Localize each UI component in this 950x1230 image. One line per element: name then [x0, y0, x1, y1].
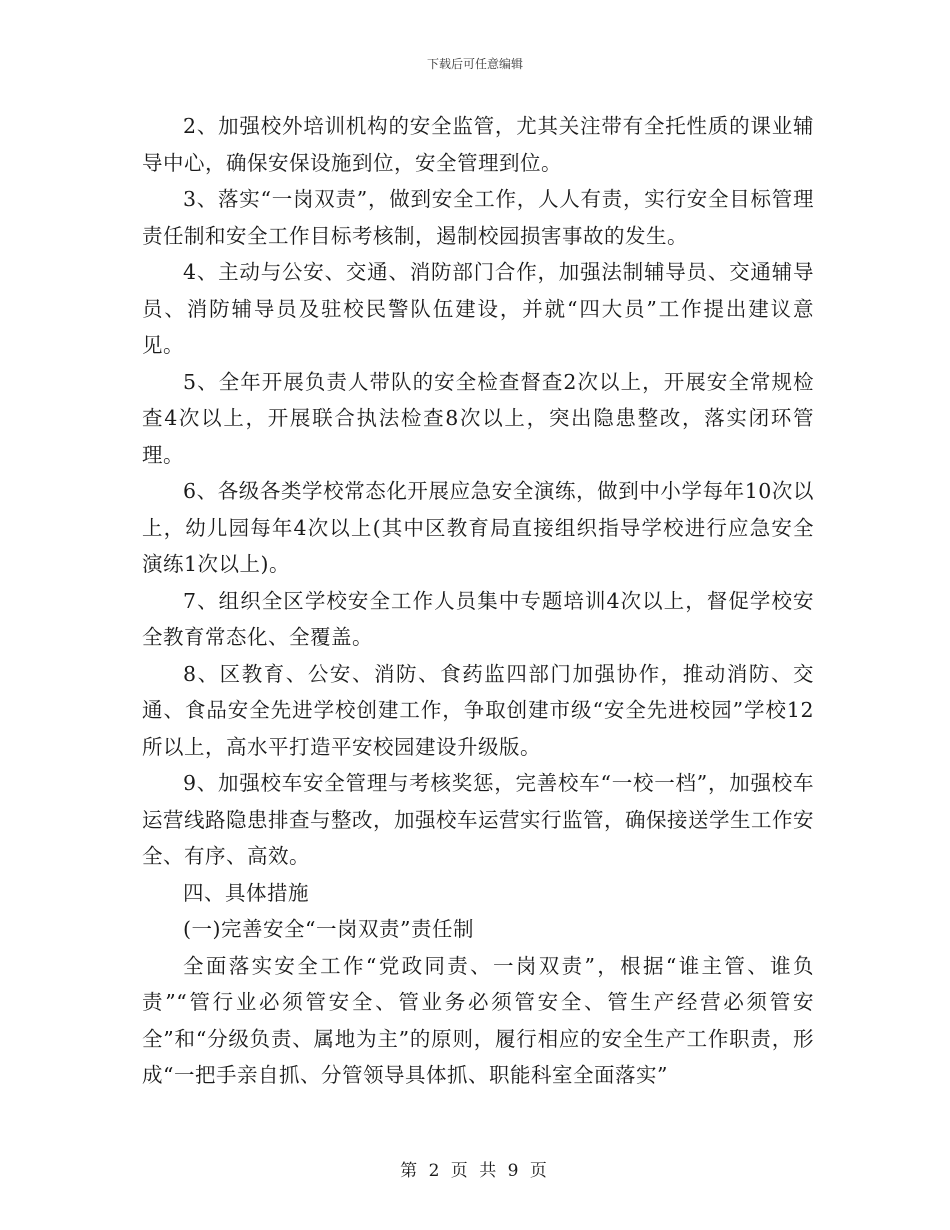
page-header-note: 下载后可任意编辑: [426, 57, 523, 71]
paragraph-item-3: 3、落实“一岗双责”，做到安全工作，人人有责，实行安全目标管理责任制和安全工作目标考核制，遏制校园损害事故的发生。: [142, 187, 814, 248]
paragraph-item-4: 4、主动与公安、交通、消防部门合作，加强法制辅导员、交通辅导员、消防辅导员及驻校民警队伍建设，并就“四大员”工作提出建议意见。: [142, 260, 814, 357]
paragraph-item-8: 8、区教育、公安、消防、食药监四部门加强协作，推动消防、交通、食品安全先进学校创建工作，争取创建市级“安全先进校园”学校12所以上，高水平打造平安校园建设升级版。: [142, 661, 814, 759]
page-number: 第 2 页 共 9 页: [400, 1161, 550, 1181]
section-heading-measures: 四、具体措施: [183, 880, 309, 905]
paragraph-item-7: 7、组织全区学校安全工作人员集中专题培训4次以上，督促学校安全教育常态化、全覆盖。: [142, 588, 814, 649]
document-body: [142, 108, 814, 1094]
paragraph-item-9: 9、加强校车安全管理与考核奖惩，完善校车“一校一档”，加强校车运营线路隐患排查与整改，加强校车运营实行监管，确保接送学生工作安全、有序、高效。: [142, 771, 814, 868]
paragraph-item-5: 5、全年开展负责人带队的安全检查督查2次以上，开展安全常规检查4次以上，开展联合执法检查8次以上，突出隐患整改，落实闭环管理。: [142, 369, 814, 467]
paragraph-item-2: 2、加强校外培训机构的安全监管，尤其关注带有全托性质的课业辅导中心，确保安保设施到位，安全管理到位。: [142, 114, 814, 175]
paragraph-item-6: 6、各级各类学校常态化开展应急安全演练，做到中小学每年10次以上，幼儿园每年4次以上(其中区教育局直接组织指导学校进行应急安全演练1次以上)。: [142, 479, 814, 576]
subsection-heading-responsibility: (一)完善安全“一岗双责”责任制: [183, 917, 474, 941]
paragraph-responsibility-body: 全面落实安全工作“党政同责、一岗双责”，根据“谁主管、谁负责”“管行业必须管安全、管业务必须管安全、管生产经营必须管安全”和“分级负责、属地为主”的原则，履行相应的安全生产工作职责，形成“一把手亲自抓、分管领导具体抓、职能科室全面落实”: [142, 953, 814, 1087]
